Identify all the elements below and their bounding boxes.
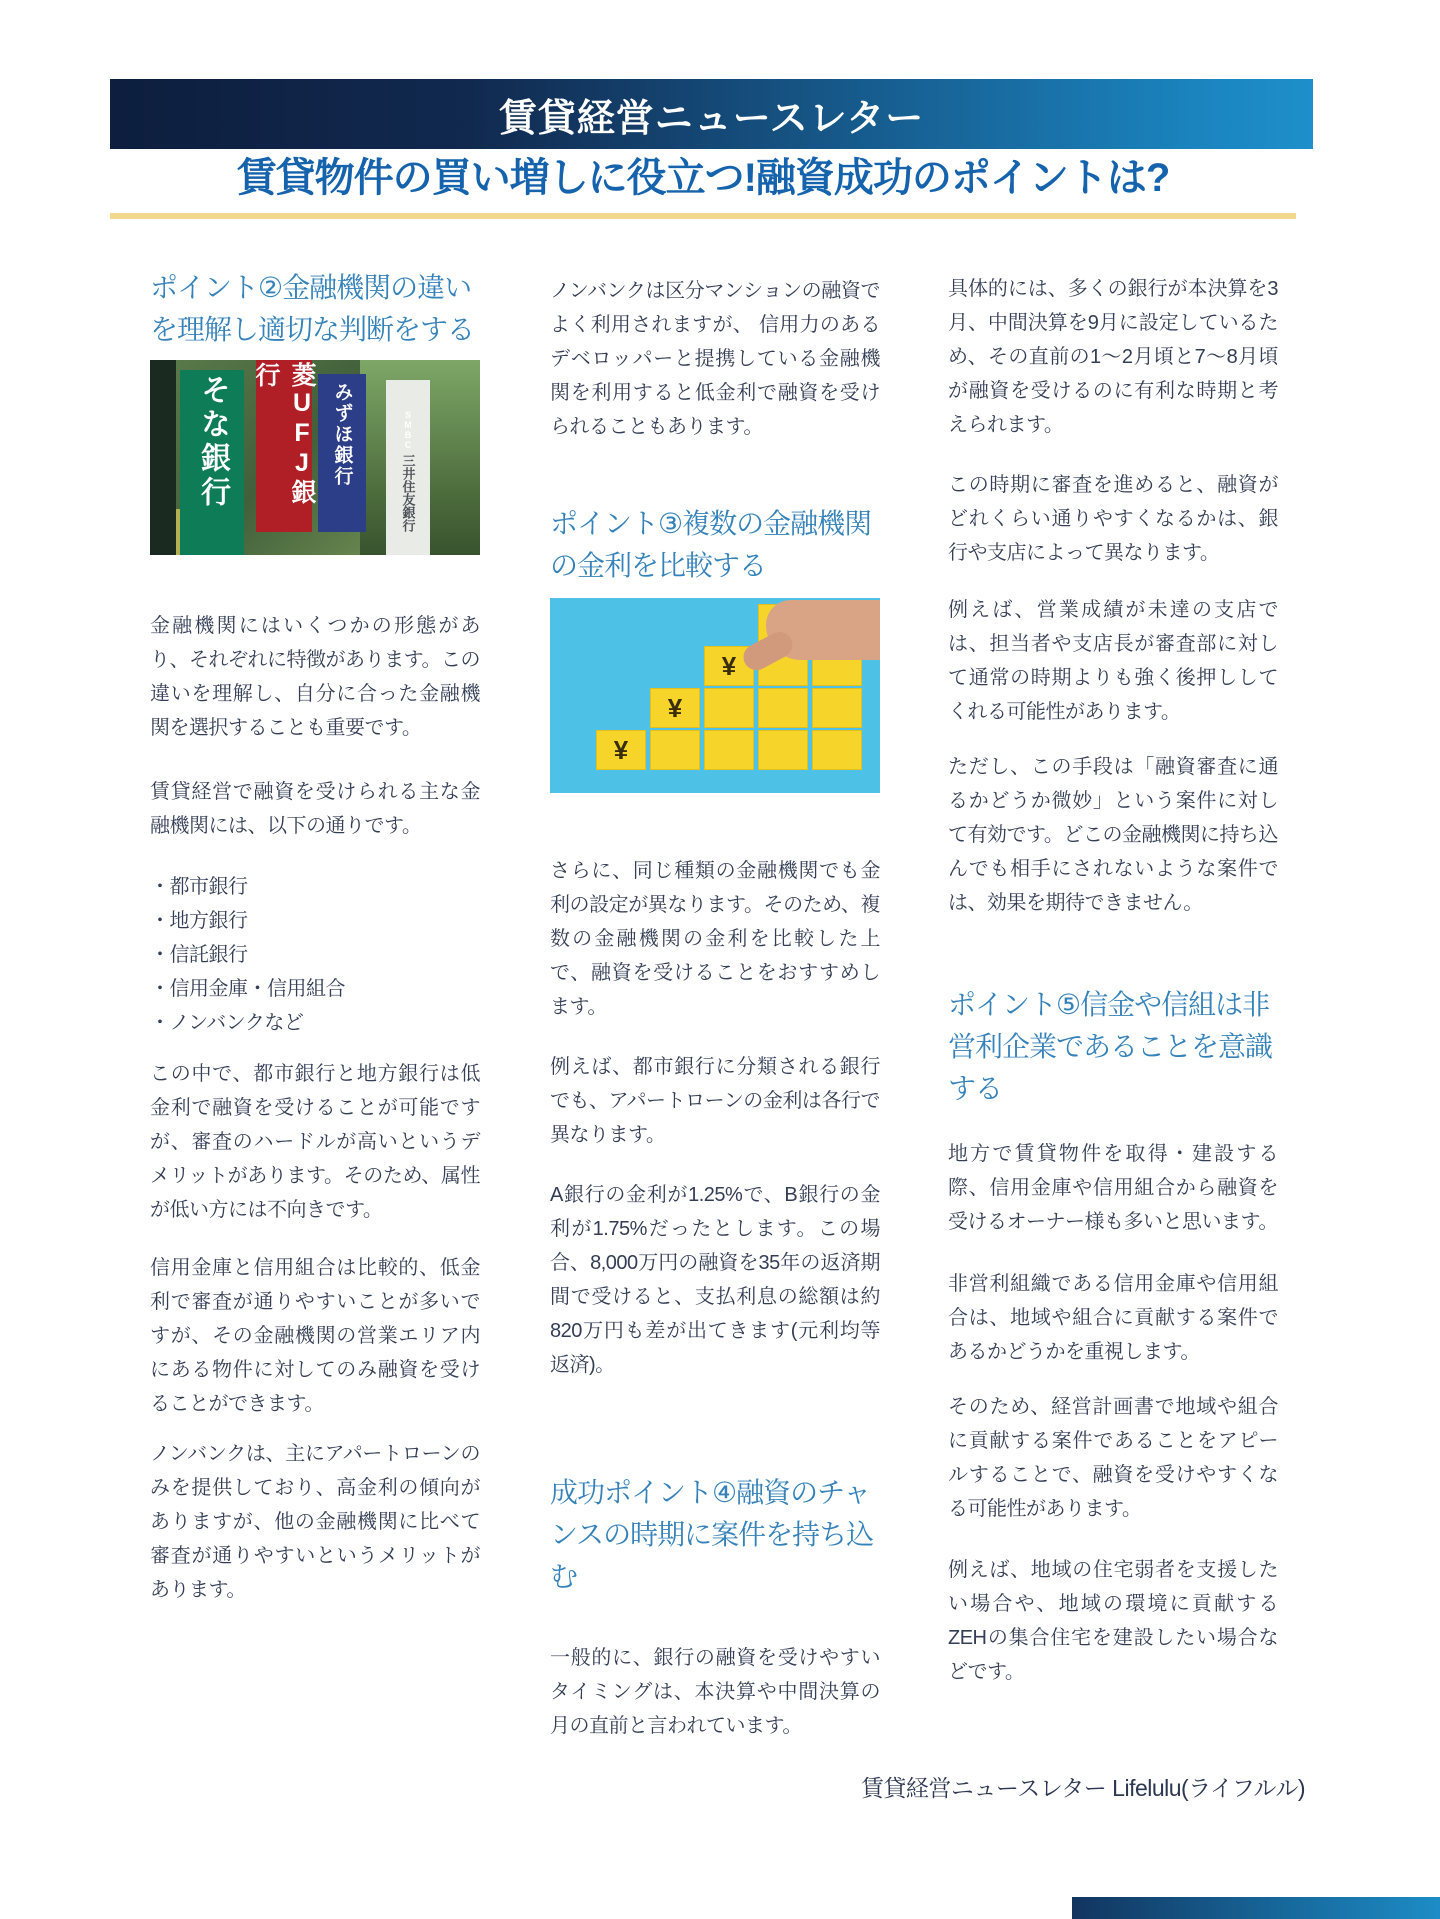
bottom-accent-bar [1072, 1897, 1440, 1919]
yen-block [596, 730, 646, 770]
sign-resona-bank [180, 370, 244, 555]
paragraph: この中で、都市銀行と地方銀行は低金利で融資を受けることが可能ですが、審査のハードルが高いというデメリットがあります。そのため、属性が低い方には不向きです。 [150, 1063, 480, 1221]
yen-block [704, 730, 754, 770]
sign-mizuho-bank [318, 374, 366, 532]
point3-heading: ポイント③複数の金融機関の金利を比較する [550, 508, 872, 581]
paragraph: 地方で賃貸物件を取得・建設する際、信用金庫や信用組合から融資を受けるオーナー様も多いと思います。 [948, 1143, 1278, 1233]
yen-block-stack [812, 644, 862, 770]
yen-block [650, 730, 700, 770]
yen-symbol: ¥ [613, 734, 629, 765]
point2-heading: ポイント②金融機関の違いを理解し適切な判断をする [150, 272, 475, 345]
header-banner [110, 79, 1313, 149]
paragraph: ただし、この手段は「融資審査に通るかどうか微妙」という案件に対して有効です。どこの金融機関に持ち込んでも相手にされないような案件では、効果を期待できません。 [948, 756, 1278, 914]
paragraph: 賃貸経営で融資を受けられる主な金融機関には、以下の通りです。 [150, 781, 480, 837]
paragraph: そのため、経営計画書で地域や組合に貢献する案件であることをアピールすることで、融資を受けやすくなる可能性があります。 [948, 1396, 1278, 1520]
list-item: ・都市銀行 [150, 876, 248, 898]
page-headline: 賃貸物件の買い増しに役立つ!融資成功のポイントは? [236, 156, 1170, 200]
yen-block [758, 730, 808, 770]
paragraph: 具体的には、多くの銀行が本決算を3月、中間決算を9月に設定しているため、その直前の1〜2月頃と7〜8月頃が融資を受けるのに有利な時期と考えられます。 [948, 278, 1278, 436]
paragraph: この時期に審査を進めると、融資がどれくらい通りやすくなるかは、銀行や支店によって異なります。 [948, 474, 1278, 564]
yen-blocks-photo [550, 598, 880, 793]
sign-label: 三井住友銀行 [400, 453, 416, 532]
list-item: ・信用金庫・信用組合 [150, 978, 345, 1000]
paragraph: 一般的に、銀行の融資を受けやすいタイミングは、本決算や中間決算の月の直前と言われています。 [550, 1647, 880, 1737]
column-left [150, 245, 480, 1607]
bank-signs-photo [150, 360, 480, 555]
sign-ufj-bank [252, 360, 316, 532]
paragraph: 金融機関にはいくつかの形態があり、それぞれに特徴があります。この違いを理解し、自分に合った金融機関を選択することも重要です。 [150, 615, 480, 739]
yen-block-stack [596, 728, 646, 770]
sign-smbc-bank [386, 380, 430, 555]
point4-heading: 成功ポイント④融資のチャンスの時期に案件を持ち込む [550, 1477, 874, 1592]
column-right [948, 245, 1278, 1689]
bank-type-list [150, 870, 480, 1040]
paragraph: A銀行の金利が1.25%で、B銀行の金利が1.75%だったとします。この場合、8,000万円の融資を35年の返済期間で受けると、支払利息の総額は約820万円も差が出てきます(元利均等返済)。 [550, 1184, 880, 1376]
column-center [550, 245, 880, 1743]
paragraph: 例えば、都市銀行に分類される銀行でも、アパートローンの金利は各行で異なります。 [550, 1056, 880, 1146]
paragraph: ノンバンクは区分マンションの融資でよく利用されますが、 信用力のあるデベロッパーと提携している金融機関を利用すると低金利で融資を受けられることもあります。 [550, 280, 880, 438]
paragraph: さらに、同じ種類の金融機関でも金利の設定が異なります。そのため、複数の金融機関の金利を比較した上で、融資を受けることをおすすめします。 [550, 860, 880, 1018]
smbc-logo: SMBC [403, 409, 413, 450]
yen-symbol: ¥ [721, 650, 737, 681]
footer-credit: 賃貸経営ニュースレター Lifelulu(ライフルル) [860, 1775, 1305, 1801]
sign-label: そな銀行 [196, 374, 229, 510]
paragraph: ノンバンクは、主にアパートローンのみを提供しており、高金利の傾向がありますが、他の金融機関に比べて審査が通りやすいというメリットがあります。 [150, 1443, 480, 1601]
yen-block [812, 730, 862, 770]
list-item: ・信託銀行 [150, 944, 248, 966]
list-item: ・地方銀行 [150, 910, 248, 932]
paragraph: 信用金庫と信用組合は比較的、低金利で審査が通りやすいことが多いですが、その金融機関の営業エリア内にある物件に対してのみ融資を受けることができます。 [150, 1257, 480, 1415]
list-item: ・ノンバンクなど [150, 1012, 304, 1034]
yen-symbol: ¥ [667, 692, 683, 723]
paragraph: 例えば、営業成績が未達の支店では、担当者や支店長が審査部に対して通常の時期よりも強く後押ししてくれる可能性があります。 [948, 599, 1278, 723]
headline-underline [110, 213, 1296, 219]
paragraph: 例えば、地域の住宅弱者を支援したい場合や、地域の環境に貢献するZEHの集合住宅を建設したい場合などです。 [948, 1559, 1278, 1683]
yen-block [758, 688, 808, 728]
paragraph: 非営利組織である信用金庫や信用組合は、地域や組合に貢献する案件であるかどうかを重視します。 [948, 1273, 1278, 1363]
point5-heading: ポイント⑤信金や信組は非営利企業であることを意識する [948, 989, 1273, 1104]
sign-pole [150, 360, 176, 555]
yen-block [650, 688, 700, 728]
banner-title: 賃貸経営ニュースレター [498, 97, 925, 140]
yen-block-stack [650, 686, 700, 770]
yen-block [704, 688, 754, 728]
yen-block [812, 688, 862, 728]
sign-label: 菱UFJ銀行 [252, 362, 316, 506]
sign-label: みずほ銀行 [331, 382, 353, 487]
